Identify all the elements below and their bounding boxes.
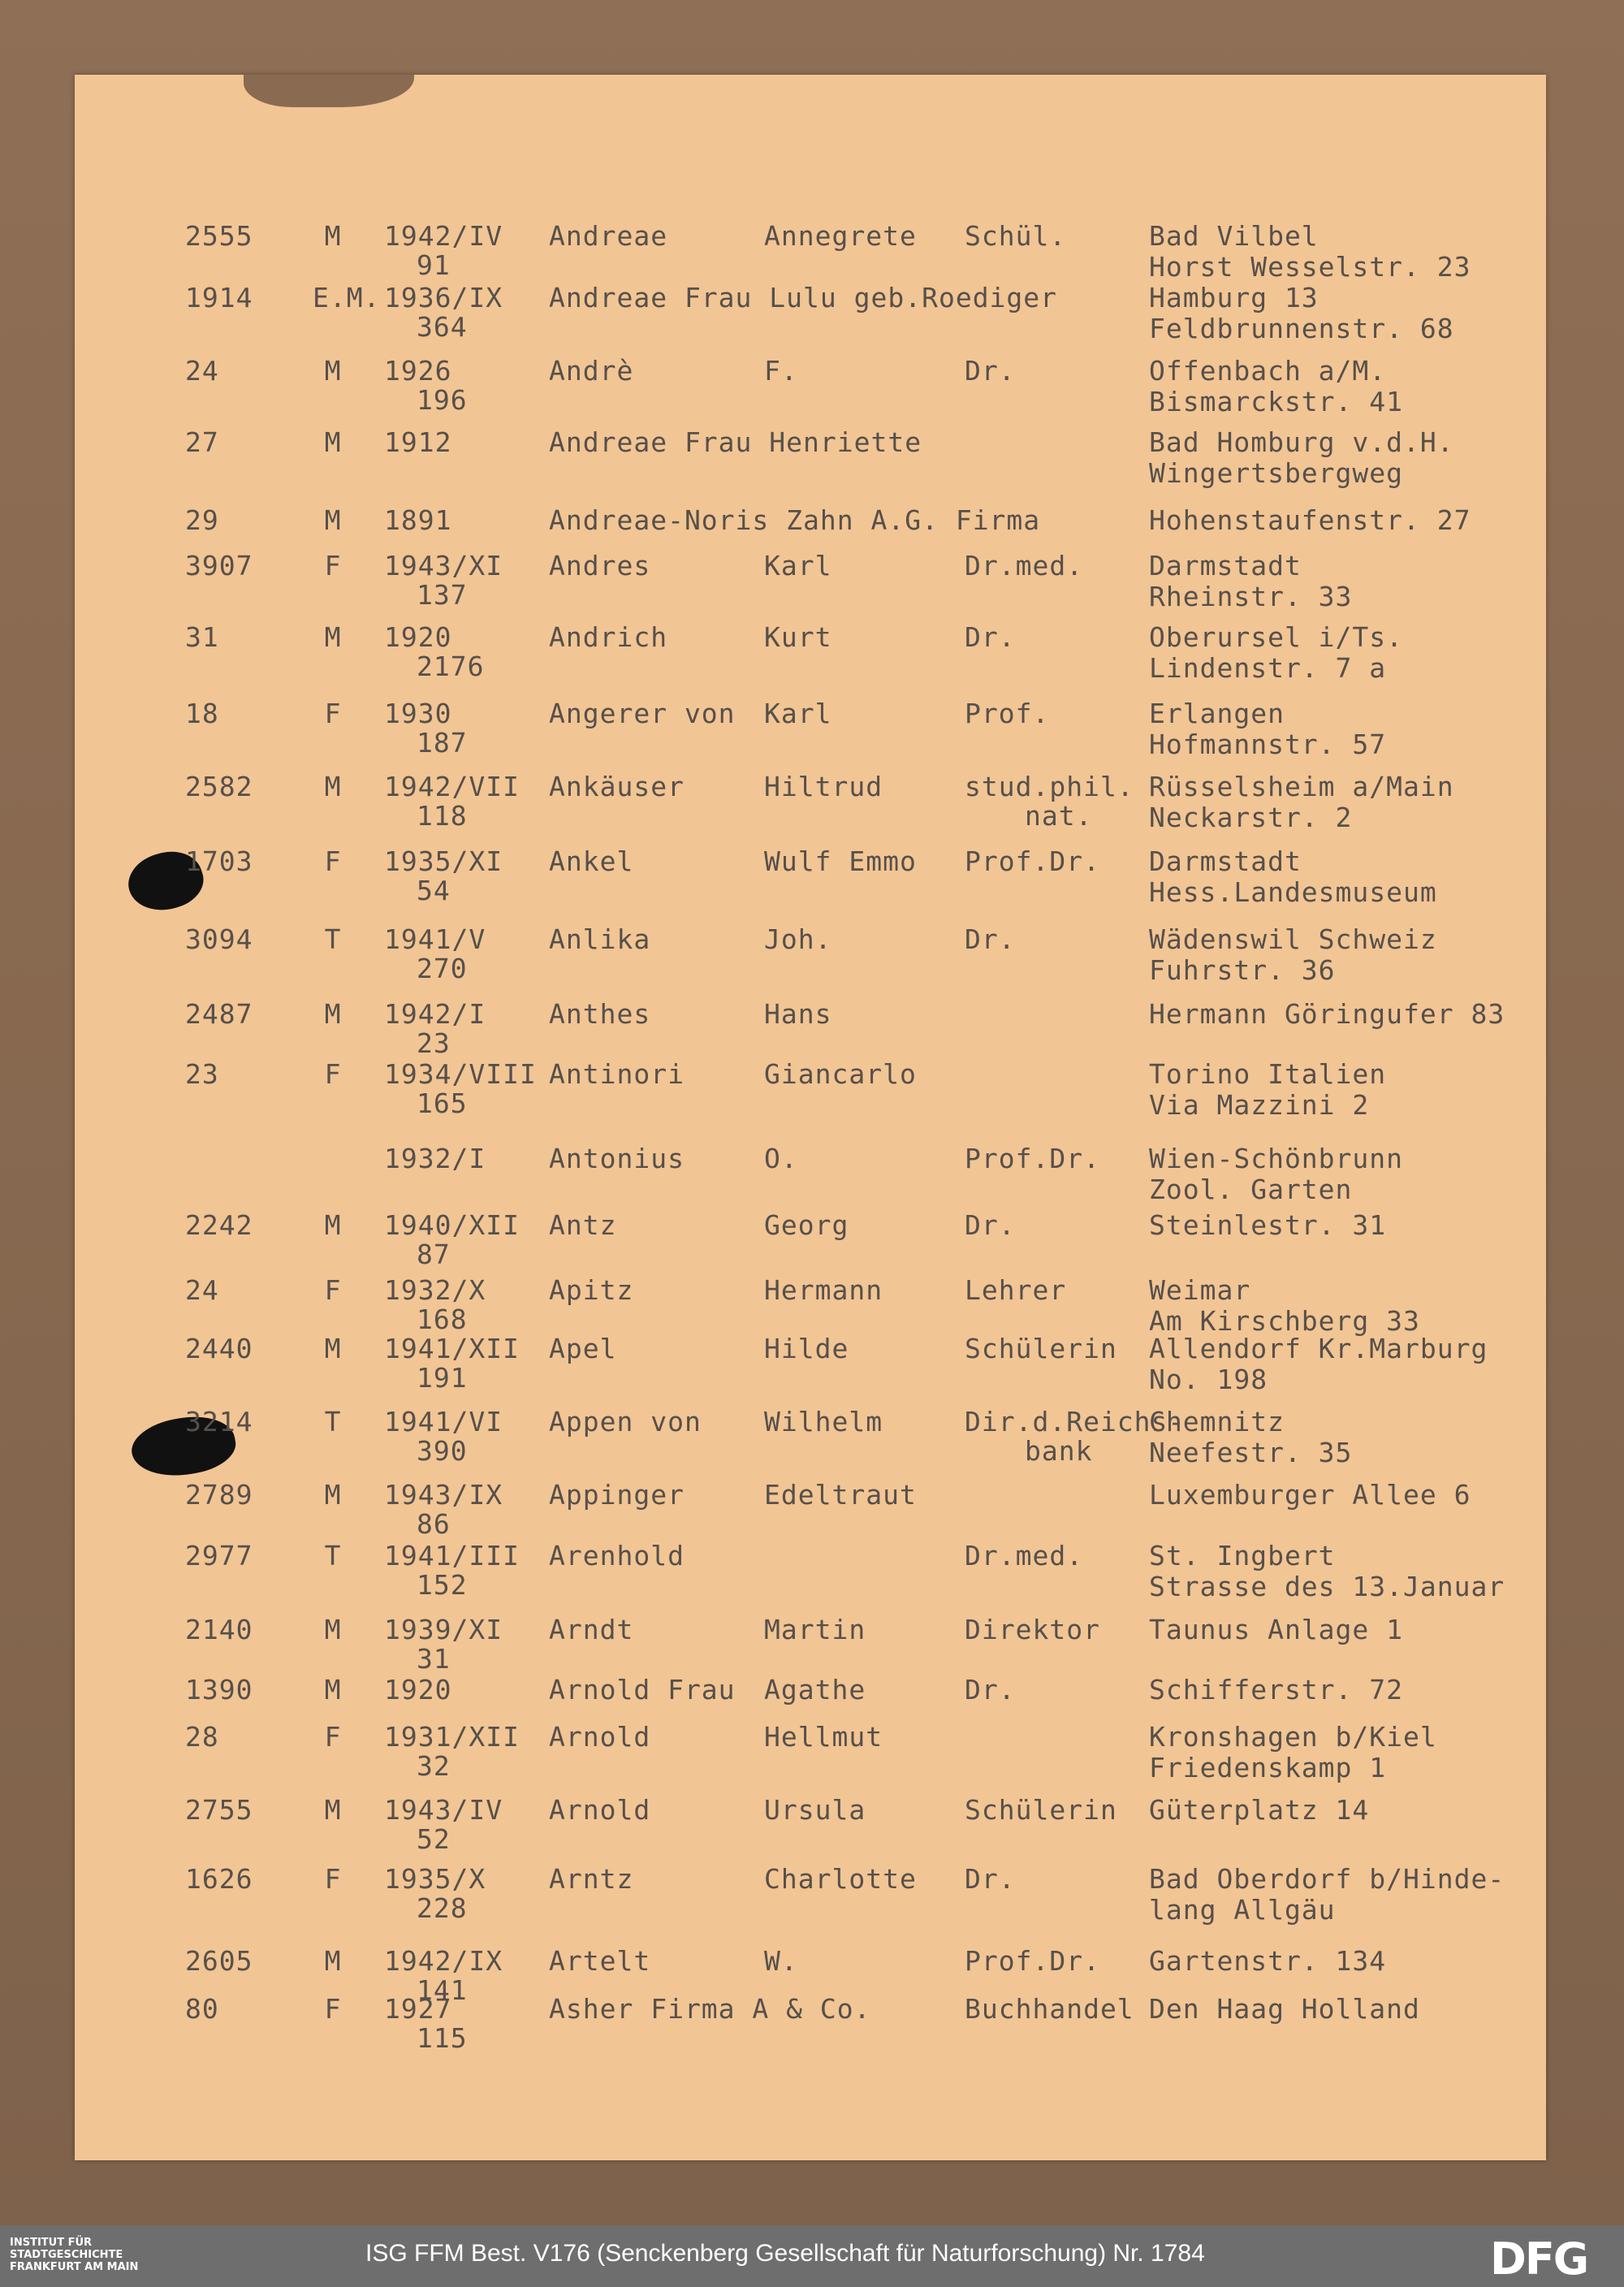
entry-year: 1934/VIII (384, 1058, 537, 1090)
entry-number: 3094 (185, 923, 253, 955)
entry-code: M (324, 426, 342, 458)
entry-name: Apel (549, 1333, 617, 1364)
entry-first-name: Karl (764, 698, 832, 729)
entry-address: Bad Oberdorf b/Hinde- (1149, 1863, 1505, 1895)
entry-code: F (324, 698, 342, 729)
entry-code: F (324, 845, 342, 877)
entry-address: Erlangen (1149, 698, 1285, 729)
entry-name: Arnold Frau (549, 1674, 736, 1706)
list-item (0, 698, 1624, 772)
entry-address-cont: Hofmannstr. 57 (1149, 728, 1387, 760)
entry-number: 18 (185, 698, 219, 729)
list-item (0, 622, 1624, 695)
entry-year: 1920 (384, 621, 452, 653)
entry-title: Prof.Dr. (965, 1945, 1100, 1977)
entry-name: Andres (549, 550, 651, 581)
entry-code: M (324, 1794, 342, 1826)
entry-address: Kronshagen b/Kiel (1149, 1721, 1437, 1753)
entry-address-cont: lang Allgäu (1149, 1894, 1336, 1926)
entry-year-number: 187 (417, 727, 468, 759)
entry-year: 1941/XII (384, 1333, 520, 1364)
entry-title: Schülerin (965, 1794, 1117, 1826)
entry-address: Luxemburger Allee 6 (1149, 1479, 1471, 1511)
entry-first-name: W. (764, 1945, 798, 1977)
entry-title: Buchhandel (965, 1993, 1134, 2025)
entry-year-number: 168 (417, 1303, 468, 1335)
entry-title: Direktor (965, 1614, 1100, 1645)
entry-address: Gartenstr. 134 (1149, 1945, 1387, 1977)
entry-number: 2440 (185, 1333, 253, 1364)
entry-first-name: Hermann (764, 1274, 883, 1306)
entry-name: Arnold (549, 1794, 651, 1826)
entry-first-name: Georg (764, 1209, 849, 1241)
entry-year-number: 141 (417, 1974, 468, 2006)
entry-address: Schifferstr. 72 (1149, 1674, 1404, 1706)
entry-year-number: 165 (417, 1087, 468, 1119)
entry-first-name: Ursula (764, 1794, 866, 1826)
entry-year-number: 196 (417, 384, 468, 416)
list-item (0, 1334, 1624, 1407)
entry-address-cont: Strasse des 13.Januar (1149, 1571, 1505, 1602)
entry-name: Andreae (549, 220, 668, 252)
entry-address-cont: Bismarckstr. 41 (1149, 386, 1404, 417)
entry-code: M (324, 771, 342, 802)
entry-year-number: 228 (417, 1892, 468, 1924)
entry-year-number: 87 (417, 1239, 451, 1270)
entry-number: 28 (185, 1721, 219, 1753)
entry-number: 2555 (185, 220, 253, 252)
entry-title: Dr. (965, 1863, 1016, 1895)
entry-number: 3214 (185, 1406, 253, 1437)
entry-name: Andreae-Noris Zahn A.G. Firma (549, 504, 1041, 536)
entry-title: Dr. (965, 1674, 1016, 1706)
list-item (0, 356, 1624, 429)
entry-year: 1943/XI (384, 550, 503, 581)
entry-year: 1943/IV (384, 1794, 503, 1826)
entry-name: Anthes (549, 998, 651, 1030)
entry-name: Asher Firma A & Co. (549, 1993, 871, 2025)
entry-code: M (324, 1209, 342, 1241)
entry-code: M (324, 504, 342, 536)
entry-title: Lehrer (965, 1274, 1067, 1306)
entry-year: 1936/IX (384, 282, 503, 313)
entry-year-number: 191 (417, 1362, 468, 1394)
entry-address: Allendorf Kr.Marburg (1149, 1333, 1488, 1364)
list-item (0, 1864, 1624, 1937)
entry-code: T (324, 1540, 342, 1572)
entry-number: 1390 (185, 1674, 253, 1706)
entry-first-name: F. (764, 355, 798, 387)
list-item (0, 1795, 1624, 1868)
entry-address-cont: Fuhrstr. 36 (1149, 954, 1336, 986)
entry-first-name: Agathe (764, 1674, 866, 1706)
entry-name: Andrich (549, 621, 668, 653)
entry-address-cont: Rheinstr. 33 (1149, 581, 1353, 612)
entry-title: stud.phil. (965, 771, 1134, 802)
entry-title: Dr.med. (965, 1540, 1084, 1572)
entry-number: 2977 (185, 1540, 253, 1572)
entry-first-name: Hans (764, 998, 832, 1030)
entry-number: 2605 (185, 1945, 253, 1977)
entry-address: Torino Italien (1149, 1058, 1387, 1090)
entry-year: 1932/X (384, 1274, 486, 1306)
entry-name: Artelt (549, 1945, 651, 1977)
entry-address: Steinlestr. 31 (1149, 1209, 1387, 1241)
entry-code: M (324, 998, 342, 1030)
entry-number: 2789 (185, 1479, 253, 1511)
entry-first-name: Wulf Emmo (764, 845, 917, 877)
entry-address: Den Haag Holland (1149, 1993, 1420, 2025)
entry-year: 1943/IX (384, 1479, 503, 1511)
entry-title: Dr. (965, 923, 1016, 955)
entry-name: Arndt (549, 1614, 634, 1645)
entry-first-name: Hellmut (764, 1721, 883, 1753)
entry-address-cont: Wingertsbergweg (1149, 457, 1404, 489)
entry-title-cont: bank (1025, 1435, 1093, 1467)
entry-title: Schülerin (965, 1333, 1117, 1364)
entry-code: F (324, 1721, 342, 1753)
list-item (0, 427, 1624, 500)
list-item (0, 846, 1624, 919)
entry-title: Prof.Dr. (965, 845, 1100, 877)
entry-year: 1941/VI (384, 1406, 503, 1437)
entry-year-number: 91 (417, 249, 451, 281)
entry-year: 1931/XII (384, 1721, 520, 1753)
entry-title: Dr. (965, 621, 1016, 653)
entry-year-number: 32 (417, 1750, 451, 1782)
entry-year-number: 118 (417, 800, 468, 832)
entry-name: Ankel (549, 845, 634, 877)
entry-code: M (324, 621, 342, 653)
entry-address: Rüsselsheim a/Main (1149, 771, 1454, 802)
entry-year: 1942/I (384, 998, 486, 1030)
list-item (0, 924, 1624, 997)
entry-year: 1941/V (384, 923, 486, 955)
entry-address: Darmstadt (1149, 845, 1302, 877)
entry-address-cont: Zool. Garten (1149, 1174, 1353, 1205)
entry-number: 23 (185, 1058, 219, 1090)
entry-address-cont: Neefestr. 35 (1149, 1437, 1353, 1468)
entry-code: F (324, 1274, 342, 1306)
entry-number: 80 (185, 1993, 219, 2025)
entry-year: 1942/VII (384, 771, 520, 802)
entry-address-cont: Am Kirschberg 33 (1149, 1305, 1420, 1337)
entry-year: 1891 (384, 504, 452, 536)
entry-first-name: Annegrete (764, 220, 917, 252)
entry-first-name: Edeltraut (764, 1479, 917, 1511)
entry-year: 1935/X (384, 1863, 486, 1895)
entry-first-name: Hilde (764, 1333, 849, 1364)
entry-code: F (324, 550, 342, 581)
entry-year-number: 390 (417, 1435, 468, 1467)
entry-first-name: Martin (764, 1614, 866, 1645)
entry-year: 1927 (384, 1993, 452, 2025)
entry-name: Andreae Frau Henriette (549, 426, 922, 458)
entry-year: 1941/III (384, 1540, 520, 1572)
entry-title: Dr. (965, 355, 1016, 387)
entry-number: 2582 (185, 771, 253, 802)
entry-number: 2487 (185, 998, 253, 1030)
entry-address: Chemnitz (1149, 1406, 1285, 1437)
list-item (0, 1210, 1624, 1283)
entry-address: Darmstadt (1149, 550, 1302, 581)
entry-year-number: 31 (417, 1643, 451, 1675)
entry-year-number: 86 (417, 1508, 451, 1540)
entry-name: Andreae Frau Lulu geb.Roediger (549, 282, 1058, 313)
entry-code: M (324, 355, 342, 387)
entry-address-cont: Feldbrunnenstr. 68 (1149, 313, 1454, 344)
entry-year-number: 115 (417, 2022, 468, 2054)
entry-year-number: 137 (417, 579, 468, 611)
entry-address-cont: Friedenskamp 1 (1149, 1752, 1387, 1783)
entry-address: Hohenstaufenstr. 27 (1149, 504, 1471, 536)
entry-address: Weimar (1149, 1274, 1251, 1306)
footer-bar (0, 2225, 1624, 2287)
entry-address: Taunus Anlage 1 (1149, 1614, 1404, 1645)
entry-code: T (324, 1406, 342, 1437)
entry-first-name: Kurt (764, 621, 832, 653)
entry-code: E.M. (313, 282, 381, 313)
entry-name: Andrè (549, 355, 634, 387)
entry-code: T (324, 923, 342, 955)
list-item (0, 551, 1624, 624)
list-item (0, 283, 1624, 356)
entry-address: Güterplatz 14 (1149, 1794, 1370, 1826)
entry-year-number: 23 (417, 1027, 451, 1059)
entry-address: St. Ingbert (1149, 1540, 1336, 1572)
entry-number: 1626 (185, 1863, 253, 1895)
entry-name: Anlika (549, 923, 651, 955)
entry-address: Hamburg 13 (1149, 282, 1319, 313)
entry-title: Prof.Dr. (965, 1143, 1100, 1174)
entry-year: 1930 (384, 698, 452, 729)
entry-name: Arenhold (549, 1540, 685, 1572)
entry-first-name: Giancarlo (764, 1058, 917, 1090)
entry-number: 2140 (185, 1614, 253, 1645)
entry-title: Dr. (965, 1209, 1016, 1241)
entry-year: 1942/IX (384, 1945, 503, 1977)
entry-number: 3907 (185, 550, 253, 581)
entry-address-cont: Horst Wesselstr. 23 (1149, 251, 1471, 283)
entry-code: F (324, 1058, 342, 1090)
entry-title-cont: nat. (1025, 800, 1093, 832)
entry-number: 1914 (185, 282, 253, 313)
entry-year-number: 54 (417, 875, 451, 906)
entry-address: Wien-Schönbrunn (1149, 1143, 1404, 1174)
entry-code: M (324, 1945, 342, 1977)
entry-number: 2755 (185, 1794, 253, 1826)
entry-name: Appinger (549, 1479, 685, 1511)
entry-year: 1935/XI (384, 845, 503, 877)
entry-number: 24 (185, 355, 219, 387)
entry-year: 1939/XI (384, 1614, 503, 1645)
entry-first-name: Wilhelm (764, 1406, 883, 1437)
entry-number: 31 (185, 621, 219, 653)
entry-year-number: 52 (417, 1823, 451, 1855)
list-item (0, 1059, 1624, 1132)
entry-name: Appen von (549, 1406, 702, 1437)
entry-first-name: Hiltrud (764, 771, 883, 802)
entry-code: M (324, 1479, 342, 1511)
entry-year: 1932/I (384, 1143, 486, 1174)
entry-year: 1942/IV (384, 220, 503, 252)
entry-year: 1912 (384, 426, 452, 458)
entry-number: 24 (185, 1274, 219, 1306)
entry-name: Antinori (549, 1058, 685, 1090)
entry-code: M (324, 1674, 342, 1706)
entry-number: 1703 (185, 845, 253, 877)
entry-year: 1926 (384, 355, 452, 387)
entry-address-cont: Neckarstr. 2 (1149, 802, 1353, 833)
entry-title: Schül. (965, 220, 1067, 252)
list-item (0, 1144, 1624, 1217)
dfg-logo: DFG (1490, 2233, 1588, 2285)
list-item (0, 772, 1624, 845)
entry-year-number: 364 (417, 311, 468, 343)
entry-address: Hermann Göringufer 83 (1149, 998, 1505, 1030)
entry-name: Antz (549, 1209, 617, 1241)
entry-address-cont: Lindenstr. 7 a (1149, 652, 1387, 684)
entry-number: 2242 (185, 1209, 253, 1241)
entry-title: Prof. (965, 698, 1050, 729)
entry-address-cont: No. 198 (1149, 1364, 1268, 1395)
entry-address: Wädenswil Schweiz (1149, 923, 1437, 955)
entry-title: Dir.d.Reichs- (965, 1406, 1186, 1437)
entry-code: M (324, 1614, 342, 1645)
entry-year-number: 152 (417, 1569, 468, 1601)
entry-address: Bad Homburg v.d.H. (1149, 426, 1454, 458)
entry-name: Antonius (549, 1143, 685, 1174)
entry-code: M (324, 1333, 342, 1364)
entry-name: Angerer von (549, 698, 736, 729)
entry-year: 1920 (384, 1674, 452, 1706)
archive-caption: ISG FFM Best. V176 (Senckenberg Gesellschaft für Naturforschung) Nr. 1784 (365, 2240, 1205, 2267)
entry-year: 1940/XII (384, 1209, 520, 1241)
entry-number: 29 (185, 504, 219, 536)
list-item (0, 1541, 1624, 1614)
list-item (0, 1722, 1624, 1795)
entry-first-name: Karl (764, 550, 832, 581)
entry-address: Offenbach a/M. (1149, 355, 1387, 387)
entry-year-number: 2176 (417, 651, 485, 682)
entry-address: Bad Vilbel (1149, 220, 1319, 252)
entry-address: Oberursel i/Ts. (1149, 621, 1404, 653)
entry-name: Arntz (549, 1863, 634, 1895)
entry-name: Ankäuser (549, 771, 685, 802)
list-item (0, 1407, 1624, 1480)
entry-code: F (324, 1993, 342, 2025)
list-item (0, 1994, 1624, 2067)
entry-name: Apitz (549, 1274, 634, 1306)
entry-first-name: O. (764, 1143, 798, 1174)
entry-code: F (324, 1863, 342, 1895)
entry-name: Arnold (549, 1721, 651, 1753)
entry-year-number: 270 (417, 953, 468, 984)
entry-first-name: Joh. (764, 923, 832, 955)
institute-logo: INSTITUT FÜR STADTGESCHICHTE FRANKFURT AM MAIN (10, 2237, 139, 2273)
entry-code: M (324, 220, 342, 252)
entry-address-cont: Via Mazzini 2 (1149, 1089, 1370, 1121)
entry-first-name: Charlotte (764, 1863, 917, 1895)
entry-title: Dr.med. (965, 550, 1084, 581)
entry-number: 27 (185, 426, 219, 458)
entry-address-cont: Hess.Landesmuseum (1149, 876, 1437, 908)
